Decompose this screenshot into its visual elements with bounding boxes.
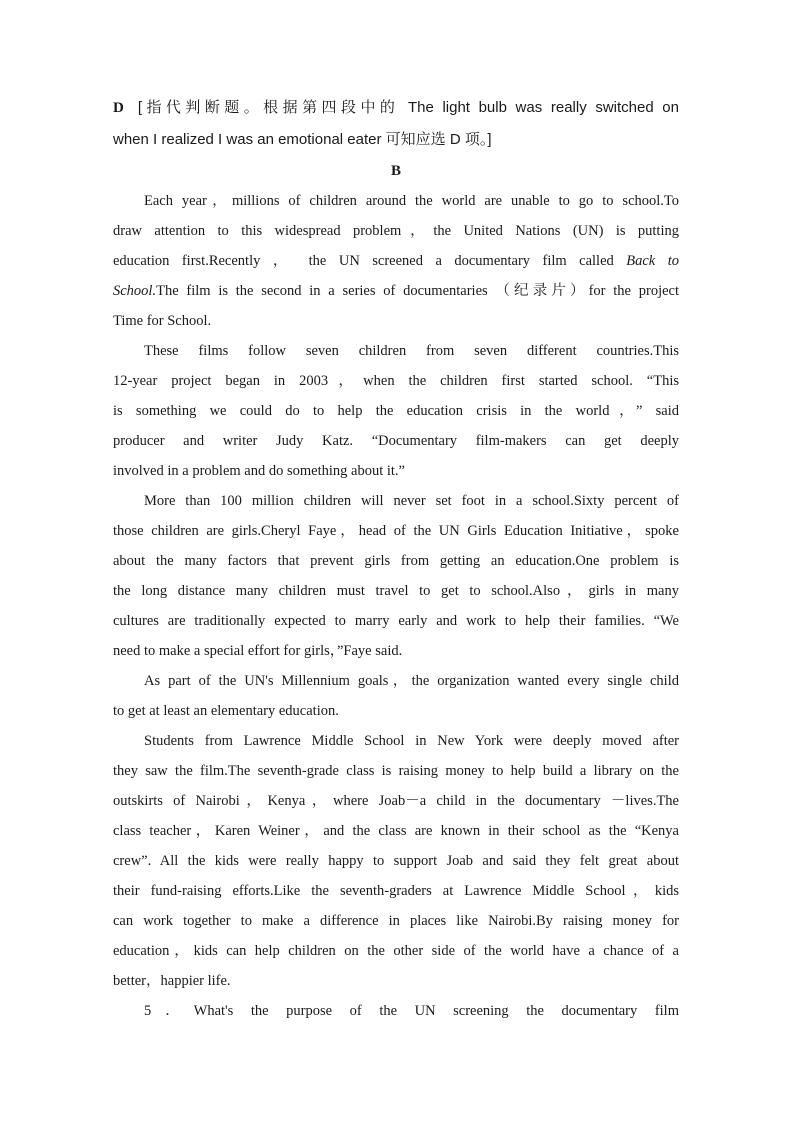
paragraph-3 (113, 486, 679, 666)
paragraph-4 (113, 666, 679, 726)
answer-line-1 (113, 92, 679, 124)
film-title-part: School. (113, 283, 157, 299)
text-segment: education first.Recently ， the UN screened a documentary film called (113, 253, 614, 269)
text-line: to get at least an elementary education. (113, 703, 339, 719)
text-line: These films follow seven children from seven different countries.This (144, 343, 679, 359)
text-line: producer and writer Judy Katz. “Documentary film-makers can get deeply (113, 433, 679, 449)
text-line: better，happier life. (113, 973, 231, 989)
passage-title: B (390, 163, 401, 179)
text-line: class teacher，Karen Weiner，and the class are known in their school as the “Kenya (113, 823, 679, 839)
text-line: Time for School. (113, 313, 212, 329)
text-line: Students from Lawrence Middle School in New York were deeply moved after (144, 733, 679, 749)
text-line: education，kids can help children on the other side of the world have a chance of a (113, 943, 679, 959)
text-line: Each year，millions of children around the world are unable to go to school.To (144, 193, 679, 209)
text-line: outskirts of Nairobi，Kenya，where Joab－a child in the documentary －lives.The (113, 793, 679, 809)
text-line: their fund-raising efforts.Like the seventh-graders at Lawrence Middle School，kids (113, 883, 679, 899)
paragraph-5 (113, 726, 679, 996)
text-line: crew”. All the kids were really happy to support Joab and said they felt great about (113, 853, 679, 869)
text-line: about the many factors that prevent girls from getting an education.One problem is (113, 553, 679, 569)
text-line: those children are girls.Cheryl Faye，head of the UN Girls Education Initiative，spoke (113, 523, 679, 539)
answer-explanation-1: [指代判断题。根据第四段中的 The light bulb was really switched on (137, 99, 679, 116)
text-line: draw attention to this widespread problem，the United Nations (UN) is putting (113, 223, 679, 239)
question-5: 5．What's the purpose of the UN screening the documentary film (144, 1003, 679, 1019)
text-line: is something we could do to help the education crisis in the world，” said (113, 403, 679, 419)
text-line (113, 246, 679, 276)
text-segment: The film is the second in a series of documentaries （纪录片）for the project (156, 283, 679, 299)
text-line: More than 100 million children will never set foot in a school.Sixty percent of (144, 493, 679, 509)
text-line: they saw the film.The seventh-grade class is raising money to help build a library on the (113, 763, 679, 779)
text-line: 12-year project began in 2003，when the children first started school. “This (113, 373, 679, 389)
text-line: As part of the UN's Millennium goals，the organization wanted every single child (144, 673, 679, 689)
answer-letter: D (113, 100, 124, 116)
text-line: can work together to make a difference in places like Nairobi.By raising money for (113, 913, 679, 929)
text-line: need to make a special effort for girls，”Faye said. (113, 643, 403, 659)
document-page (113, 92, 679, 1026)
text-line: cultures are traditionally expected to marry early and work to help their families. “We (113, 613, 679, 629)
text-line: involved in a problem and do something about it.” (113, 463, 405, 479)
paragraph-1 (113, 186, 679, 336)
answer-line-2: when I realized I was an emotional eater 可知应选 D 项。] (113, 131, 492, 148)
text-line (113, 276, 679, 306)
paragraph-2 (113, 336, 679, 486)
text-line: the long distance many children must travel to get to school.Also，girls in many (113, 583, 679, 599)
film-title-part: Back to (626, 253, 679, 269)
